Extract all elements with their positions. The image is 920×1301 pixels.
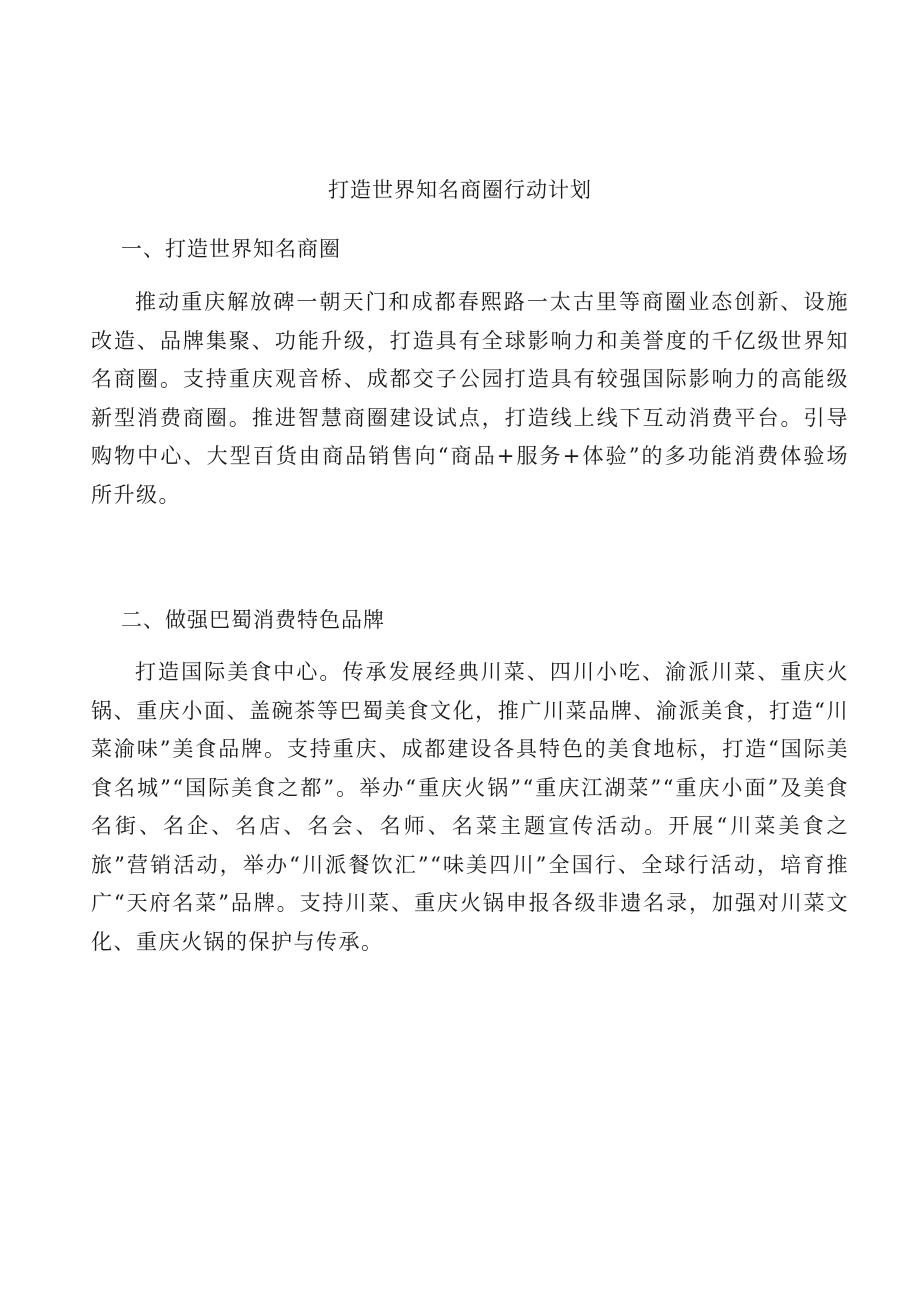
document-title: 打造世界知名商圈行动计划 (328, 178, 592, 202)
section-heading-1: 一、打造世界知名商圈 (121, 237, 341, 261)
section-body-2: 打造国际美食中心。传承发展经典川菜、四川小吃、渝派川菜、重庆火锅、重庆小面、盖碗茶等巴蜀美食文化，推广川菜品牌、渝派美食，打造“川菜渝味”美食品牌。支持重庆、成都建设各具特色的美食地标，打造“国际美食名城”“国际美食之都”。举办“重庆火锅”“重庆江湖菜”“重庆小面”及美食名街、名企、名店、名会、名师、名菜主题宣传活动。开展“川菜美食之旅”营销活动，举办“川派餐饮汇”“味美四川”全国行、全球行活动，培育推广“天府名菜”品牌。支持川菜、重庆火锅申报各级非遗名录，加强对川菜文化、重庆火锅的保护与传承。 (91, 660, 849, 954)
section-heading-2: 二、做强巴蜀消费特色品牌 (121, 608, 385, 632)
section-body-1: 推动重庆解放碑一朝天门和成都春熙路一太古里等商圈业态创新、设施改造、品牌集聚、功能升级，打造具有全球影响力和美誉度的千亿级世界知名商圈。支持重庆观音桥、成都交子公园打造具有较强国际影响力的高能级新型消费商圈。推进智慧商圈建设试点，打造线上线下互动消费平台。引导购物中心、大型百货由商品销售向“商品+服务+体验”的多功能消费体验场所升级。 (91, 290, 849, 507)
